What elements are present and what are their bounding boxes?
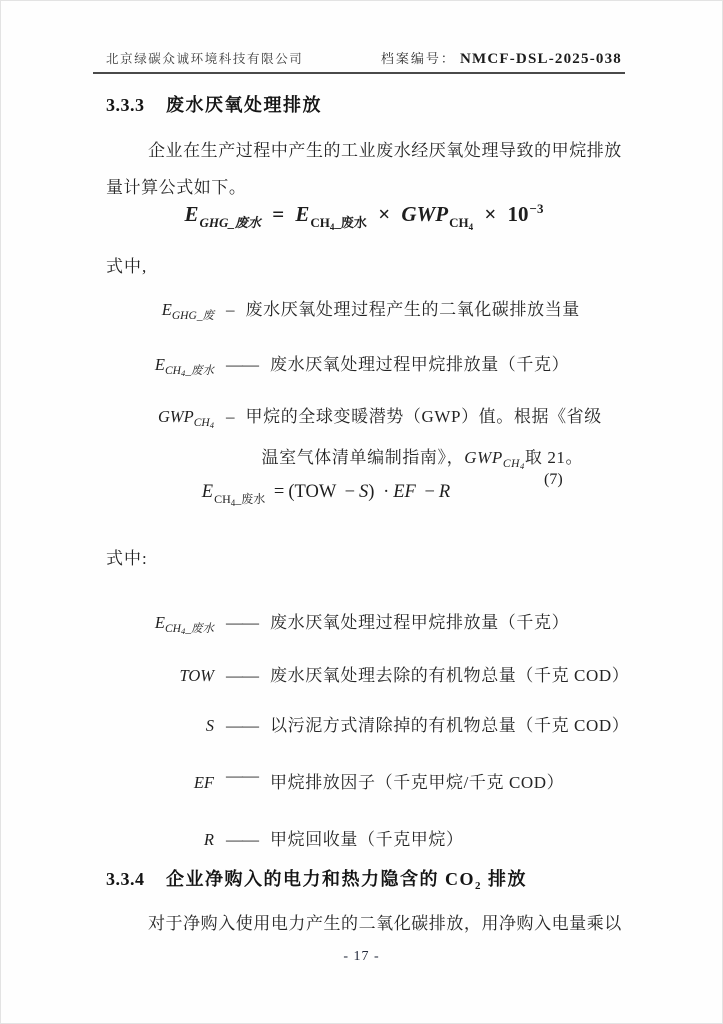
subscript-text: CH — [165, 365, 181, 377]
definition-text-part: 温室气体清单编制指南》， — [261, 448, 465, 467]
paren-open: ( — [288, 482, 295, 502]
body-paragraph — [106, 905, 624, 942]
section-title-text: 排放 — [482, 869, 527, 889]
definition-row — [106, 705, 630, 746]
term-symbol: TOW — [179, 666, 214, 685]
term-base: GWP — [464, 448, 503, 467]
definition-row — [106, 396, 624, 481]
term-base: E — [154, 613, 166, 632]
definition-dash: —— — [226, 355, 258, 374]
definition-text: 甲烷排放因子（千克甲烷/千克 COD） — [270, 773, 565, 792]
term-subscript — [165, 365, 214, 377]
paragraph-line: 企业在生产过程中产生的工业废水经厌氧处理导致的甲烷排放 — [148, 141, 622, 160]
header-divider — [93, 72, 625, 74]
formula-exponent: −3 — [529, 201, 544, 216]
dot-operator: · — [383, 482, 390, 502]
definition-dash: – — [226, 407, 234, 426]
definition-dash: —— — [226, 766, 258, 785]
definition-row — [106, 762, 624, 803]
where-label: 式中: — [106, 549, 148, 568]
definition-row — [106, 344, 624, 385]
term-base: E — [161, 300, 172, 319]
definition-row — [106, 655, 630, 696]
definition-dash: —— — [226, 716, 258, 735]
formula-symbol: E — [184, 202, 199, 226]
subscript-digit: 4 — [181, 368, 186, 378]
definition-text: 以污泥方式清除掉的有机物总量（千克 COD） — [270, 716, 630, 735]
subscript-digit: 4 — [181, 626, 186, 636]
formula-symbol: EF — [393, 482, 416, 502]
term-base: GWP — [158, 407, 194, 426]
archive-number-group — [381, 48, 622, 68]
subscript-text: _废水 — [185, 365, 214, 377]
term-symbol: S — [205, 716, 214, 735]
paren-close: ) — [368, 482, 375, 502]
formula-symbol: E — [295, 202, 310, 226]
definition-text-part: 取 21。 — [524, 448, 584, 467]
subscript-digit: 4 — [329, 222, 335, 232]
equals-sign: = — [272, 202, 285, 226]
co2-subscript: 2 — [475, 880, 482, 892]
section-title-text: 企业净购入的电力和热力隐含的 CO — [166, 869, 475, 889]
definition-row — [106, 819, 624, 860]
formula-subscript — [310, 215, 367, 230]
formula-symbol: S — [359, 482, 369, 502]
term-symbol: R — [203, 830, 214, 849]
subscript-text: CH — [449, 215, 469, 230]
definition-text — [246, 396, 625, 481]
formula-symbol: E — [201, 482, 214, 502]
definition-text: 废水厌氧处理过程产生的二氧化碳排放当量 — [245, 300, 580, 319]
footer-page-number: - 17 - — [343, 949, 380, 964]
definition-dash: —— — [226, 666, 258, 685]
definition-text: 废水厌氧处理去除的有机物总量（千克 COD） — [270, 666, 630, 685]
definition-row — [106, 289, 624, 330]
formula-number-base: 10 — [507, 202, 529, 226]
definition-text: 甲烷回收量（千克甲烷） — [270, 830, 464, 849]
formula-subscript — [214, 492, 265, 506]
term-symbol — [106, 613, 214, 636]
subscript-digit: 4 — [520, 461, 525, 471]
term-subscript: GHG_废 — [171, 310, 214, 322]
section-333-heading — [106, 91, 322, 117]
section-334-heading — [106, 865, 527, 891]
equals-sign: = — [273, 482, 285, 502]
term-symbol: EF — [193, 773, 214, 792]
multiply-sign: × — [484, 202, 497, 226]
term-subscript — [503, 458, 525, 470]
term-symbol — [106, 300, 214, 320]
inline-formula — [464, 448, 525, 471]
body-paragraph — [106, 132, 624, 206]
term-subscript — [165, 623, 214, 635]
formula-ch4-wastewater — [106, 482, 546, 508]
definition-dash: —— — [226, 613, 258, 632]
minus-sign: − — [424, 482, 435, 502]
equation-number: (7) — [544, 471, 563, 488]
minus-sign: − — [344, 482, 356, 502]
company-name: 北京绿碳众诚环境科技有限公司 — [106, 52, 304, 66]
subscript-digit: 4 — [209, 420, 214, 430]
subscript-text: CH — [214, 492, 231, 506]
formula-symbol: GWP — [401, 202, 449, 226]
subscript-text: CH — [310, 215, 330, 230]
paragraph-line: 对于净购入使用电力产生的二氧化碳排放，用净购入电量乘以 — [148, 914, 622, 933]
term-symbol — [106, 407, 214, 430]
where-label: 式中, — [106, 257, 148, 276]
section-number: 3.3.4 — [106, 869, 145, 889]
term-base: E — [154, 355, 166, 374]
subscript-text: CH — [502, 458, 521, 470]
subscript-text: _废水 — [334, 215, 367, 230]
definition-row — [106, 602, 624, 643]
definition-text: 废水厌氧处理过程甲烷排放量（千克） — [270, 355, 570, 374]
subscript-text: CH — [193, 417, 210, 429]
subscript-digit: 4 — [230, 498, 236, 508]
subscript-text: _废水 — [185, 623, 214, 635]
definition-text: 废水厌氧处理过程甲烷排放量（千克） — [270, 613, 570, 632]
definition-text-line — [246, 437, 625, 481]
formula-symbol: TOW — [294, 482, 336, 502]
multiply-sign: × — [378, 202, 391, 226]
subscript-digit: 4 — [468, 222, 474, 232]
section-title: 废水厌氧处理排放 — [166, 95, 322, 115]
term-symbol — [106, 355, 214, 378]
formula-ghg-wastewater — [106, 201, 622, 232]
archive-label: 档案编号： — [380, 51, 456, 66]
section-title — [166, 869, 527, 892]
archive-number: NMCF-DSL-2025-038 — [459, 51, 622, 67]
subscript-text: CH — [165, 623, 181, 635]
page-header — [106, 48, 622, 68]
definition-dash: – — [226, 300, 234, 319]
formula-subscript — [449, 215, 473, 230]
subscript-text: _废水 — [235, 492, 266, 506]
definition-dash: —— — [226, 830, 258, 849]
term-subscript — [194, 417, 214, 429]
paragraph-line: 量计算公式如下。 — [106, 178, 247, 197]
section-number: 3.3.3 — [106, 95, 145, 115]
formula-symbol: R — [438, 482, 451, 502]
definition-text-line: 甲烷的全球变暖潜势（GWP）值。根据《省级 — [245, 407, 602, 426]
formula-subscript: GHG_废水 — [199, 215, 261, 230]
